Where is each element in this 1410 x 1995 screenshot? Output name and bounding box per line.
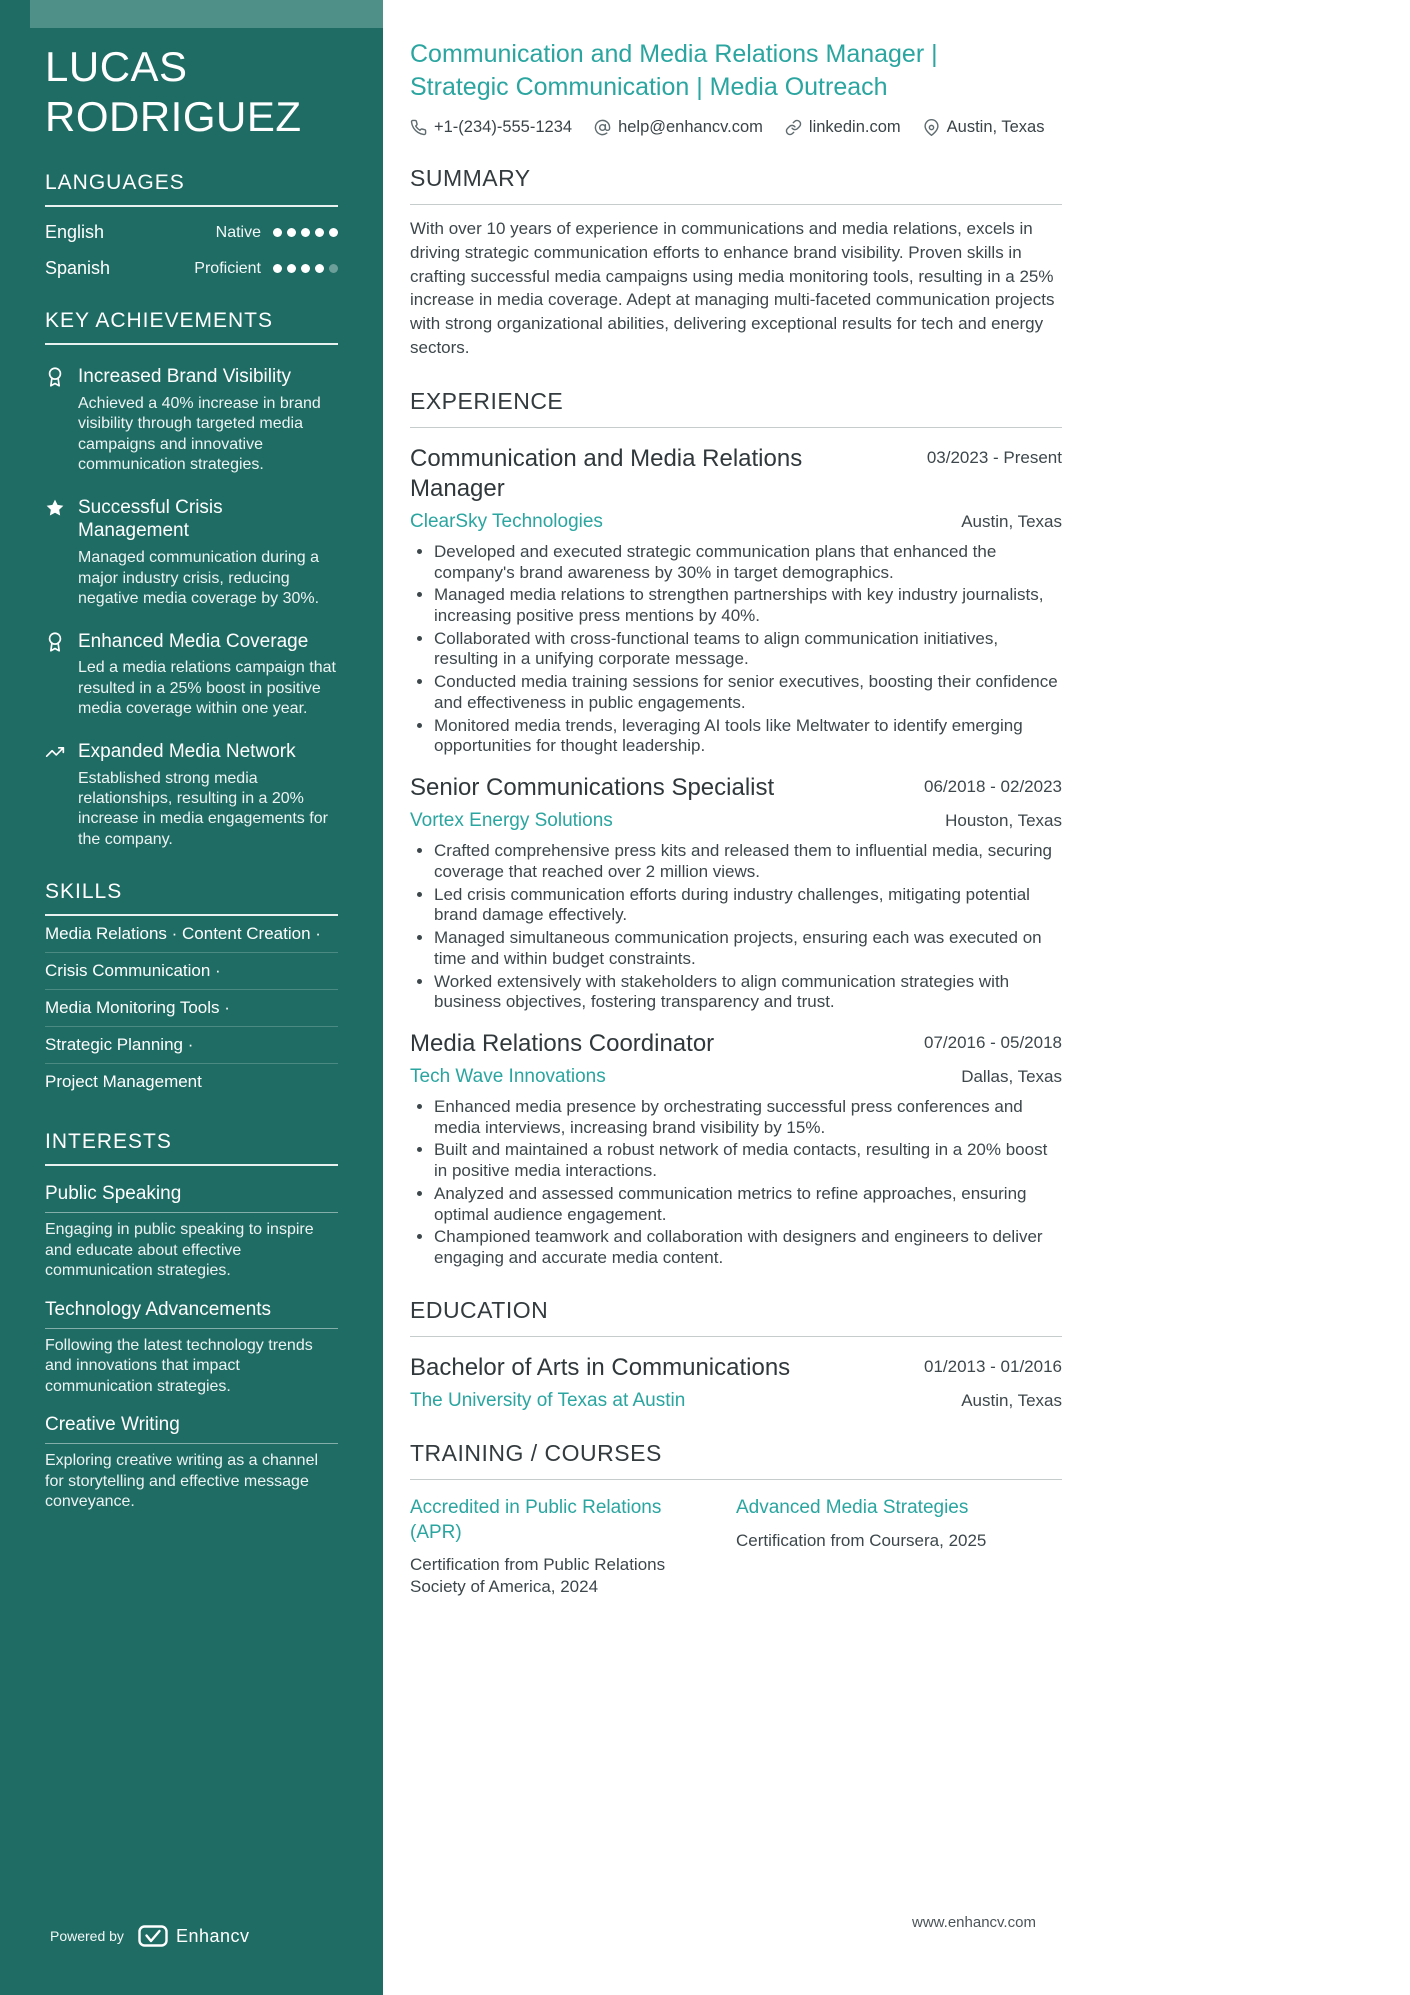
job-entry	[410, 444, 1062, 757]
medal-icon	[45, 365, 65, 476]
job-location: Houston, Texas	[945, 811, 1062, 831]
achievement-title: Increased Brand Visibility	[78, 366, 291, 388]
job-date: 03/2023 - Present	[926, 447, 1062, 467]
job-entry	[410, 1029, 1062, 1269]
phone-number: +1-(234)-555-1234	[434, 118, 573, 136]
interest-text: Exploring creative writing as a channel for storytelling and effective message conveyance.	[45, 1452, 319, 1511]
map-pin-icon	[923, 119, 940, 136]
course-entry	[410, 1496, 736, 1599]
contact-link[interactable]	[785, 118, 901, 137]
education-title: EDUCATION	[410, 1297, 1062, 1337]
company-name: ClearSky Technologies	[410, 510, 603, 532]
interest-text: Following the latest technology trends and innovations that impact communication strategies.	[45, 1336, 313, 1395]
enhancv-site-url[interactable]: www.enhancv.com	[912, 1914, 1036, 1931]
achievement-title: Enhanced Media Coverage	[78, 630, 309, 652]
summary-section	[410, 165, 1062, 360]
sidebar	[0, 0, 383, 1995]
job-title: Media Relations Coordinator	[410, 1030, 715, 1057]
achievement-body	[78, 496, 338, 610]
main-content	[410, 0, 1062, 1598]
company-name: Vortex Energy Solutions	[410, 810, 613, 832]
interest-item	[45, 1183, 338, 1281]
bullet-item: • Developed and executed strategic communication plans that enhanced the company's brand awareness by 30% in target demographics.	[434, 542, 1062, 583]
interest-item	[45, 1299, 338, 1397]
job-date: 06/2018 - 02/2023	[923, 777, 1062, 797]
summary-text: With over 10 years of experience in communications and media relations, excels in driving strategic communication efforts to enhance brand visibility. Proven skills in crafting successful media campaigns using media monitoring tools, resulting in a 25% increase in media coverage. Adept at managing multi-faceted communication projects with strong organizational abilities, delivering exceptional results for tech and energy sectors.	[410, 219, 1055, 357]
at-sign-icon	[594, 119, 611, 136]
job-title: Senior Communications Specialist	[410, 774, 775, 802]
education-head	[410, 1353, 1062, 1383]
bullet-item: • Led crisis communication efforts during industry challenges, mitigating potential brand damage effectively.	[434, 885, 1062, 926]
candidate-name: LUCAS RODRIGUEZ	[45, 43, 302, 140]
powered-by-footer	[50, 1925, 250, 1947]
job-subhead	[410, 511, 1062, 533]
trending-up-icon	[45, 740, 65, 851]
achievement-title: Successful Crisis Management	[78, 496, 223, 542]
job-subhead	[410, 810, 1062, 832]
job-bullets	[434, 542, 1062, 757]
interest-text: Engaging in public speaking to inspire and educate about effective communication strategies.	[45, 1221, 314, 1280]
language-name: English	[45, 222, 105, 243]
bullet-item: • Championed teamwork and collaboration with designers and engineers to deliver engaging and accurate media content.	[434, 1227, 1062, 1268]
achievement-item	[45, 496, 338, 610]
achievements-title: KEY ACHIEVEMENTS	[45, 309, 338, 345]
medal-icon	[45, 630, 65, 720]
link-icon	[785, 119, 802, 136]
language-row	[45, 222, 338, 243]
achievement-text: Led a media relations campaign that resulted in a 25% boost in positive media coverage within one year.	[78, 659, 336, 718]
language-proficiency-dots	[273, 228, 338, 237]
languages-title: LANGUAGES	[45, 171, 338, 207]
language-level: Proficient	[194, 259, 261, 277]
phone-icon	[410, 119, 427, 136]
course-description: Certification from Public Relations Society of America, 2024	[410, 1555, 666, 1597]
skill-line: Crisis Communication ·	[45, 953, 338, 990]
job-date: 07/2016 - 05/2018	[923, 1033, 1062, 1052]
education-date: 01/2013 - 01/2016	[923, 1356, 1062, 1376]
achievement-item	[45, 630, 338, 720]
education-location: Austin, Texas	[961, 1390, 1062, 1410]
bullet-item: • Managed media relations to strengthen partnerships with key industry journalists, increasing positive press mentions by 40%.	[434, 585, 1062, 626]
achievement-body	[78, 365, 338, 476]
job-location: Dallas, Texas	[961, 1067, 1062, 1086]
bullet-item: • Built and maintained a robust network of media contacts, resulting in a 20% boost in positive media interactions.	[434, 1140, 1062, 1181]
top-accent-band	[30, 0, 383, 28]
company-name: Tech Wave Innovations	[410, 1066, 606, 1087]
skill-line: Strategic Planning ·	[45, 1027, 338, 1064]
location-text: Austin, Texas	[946, 118, 1045, 136]
achievement-text: Managed communication during a major industry crisis, reducing negative media coverage by 30%.	[78, 549, 320, 608]
achievement-text: Established strong media relationships, resulting in a 20% increase in media engagements for the company.	[78, 769, 328, 848]
bullet-item: • Analyzed and assessed communication metrics to refine approaches, ensuring optimal audience engagement.	[434, 1184, 1062, 1225]
job-location: Austin, Texas	[961, 511, 1062, 531]
contact-location	[923, 118, 1045, 137]
job-entry	[410, 773, 1062, 1013]
skills-title: SKILLS	[45, 880, 338, 916]
experience-section	[410, 388, 1062, 1269]
resume-headline: Communication and Media Relations Manager | Strategic Communication | Media Outreach	[410, 40, 938, 101]
job-bullets	[434, 841, 1062, 1013]
bullet-item: • Crafted comprehensive press kits and released them to influential media, securing coverage that reached over 2 million views.	[434, 841, 1062, 882]
job-subhead	[410, 1066, 1062, 1088]
email-address: help@enhancv.com	[618, 118, 763, 136]
bullet-item: • Worked extensively with stakeholders to align communication strategies with business objectives, fostering transparency and trust.	[434, 972, 1062, 1013]
achievement-item	[45, 740, 338, 851]
enhancv-logo-icon	[138, 1925, 168, 1947]
job-head	[410, 444, 1062, 504]
interests-title: INTERESTS	[45, 1130, 338, 1166]
languages-section	[45, 171, 338, 279]
job-head	[410, 773, 1062, 803]
link-text: linkedin.com	[808, 118, 901, 136]
achievement-title: Expanded Media Network	[78, 740, 296, 762]
education-section	[410, 1297, 1062, 1412]
course-description: Certification from Coursera, 2025	[736, 1530, 987, 1550]
skill-line: Media Monitoring Tools ·	[45, 990, 338, 1027]
contact-row	[410, 118, 1062, 137]
education-entry	[410, 1353, 1062, 1412]
training-section	[410, 1440, 1062, 1599]
job-bullets	[434, 1097, 1062, 1269]
interest-title: Creative Writing	[45, 1414, 338, 1444]
interest-title: Technology Advancements	[45, 1299, 338, 1329]
course-entry	[736, 1496, 1062, 1599]
achievements-section	[45, 309, 338, 850]
interest-title: Public Speaking	[45, 1183, 338, 1213]
training-title: TRAINING / COURSES	[410, 1440, 1062, 1480]
skill-line: Project Management	[45, 1072, 202, 1092]
contact-email[interactable]	[594, 118, 763, 137]
bullet-item: • Managed simultaneous communication projects, ensuring each was executed on time and within budget constraints.	[434, 928, 1062, 969]
bullet-item: • Collaborated with cross-functional teams to align communication initiatives, resulting in a unifying corporate message.	[434, 629, 1062, 670]
interests-section	[45, 1130, 338, 1512]
star-icon	[45, 496, 65, 610]
summary-title: SUMMARY	[410, 165, 1062, 205]
course-title: Advanced Media Strategies	[736, 1496, 969, 1518]
education-subhead	[410, 1390, 1062, 1412]
interest-item	[45, 1414, 338, 1512]
enhancv-logo-text: Enhancv	[175, 1925, 250, 1946]
language-row	[45, 258, 338, 279]
language-proficiency-dots	[273, 264, 338, 273]
powered-by-label: Powered by	[50, 1928, 124, 1944]
courses-row	[410, 1496, 1062, 1599]
skills-section	[45, 880, 338, 1100]
experience-title: EXPERIENCE	[410, 388, 1062, 428]
bullet-item: • Conducted media training sessions for senior executives, boosting their confidence and effectiveness in public engagements.	[434, 672, 1062, 713]
bullet-item: • Monitored media trends, leveraging AI tools like Meltwater to identify emerging opportunities for thought leadership.	[434, 716, 1062, 757]
job-title: Communication and Media Relations Manager	[410, 444, 803, 502]
language-level: Native	[215, 223, 261, 241]
school-name: The University of Texas at Austin	[410, 1389, 686, 1411]
language-name: Spanish	[45, 258, 111, 279]
achievement-item	[45, 365, 338, 476]
job-head	[410, 1029, 1062, 1059]
achievement-body	[78, 630, 338, 720]
achievement-body	[78, 740, 338, 851]
contact-phone	[410, 118, 572, 137]
achievement-text: Achieved a 40% increase in brand visibility through targeted media campaigns and innovative communication strategies.	[78, 394, 321, 474]
degree-title: Bachelor of Arts in Communications	[410, 1353, 791, 1381]
skill-line: Media Relations · Content Creation ·	[45, 916, 338, 953]
enhancv-logo[interactable]	[138, 1925, 250, 1947]
course-title: Accredited in Public Relations (APR)	[410, 1496, 662, 1543]
bullet-item: • Enhanced media presence by orchestrating successful press conferences and media interviews, increasing brand visibility by 15%.	[434, 1097, 1062, 1138]
